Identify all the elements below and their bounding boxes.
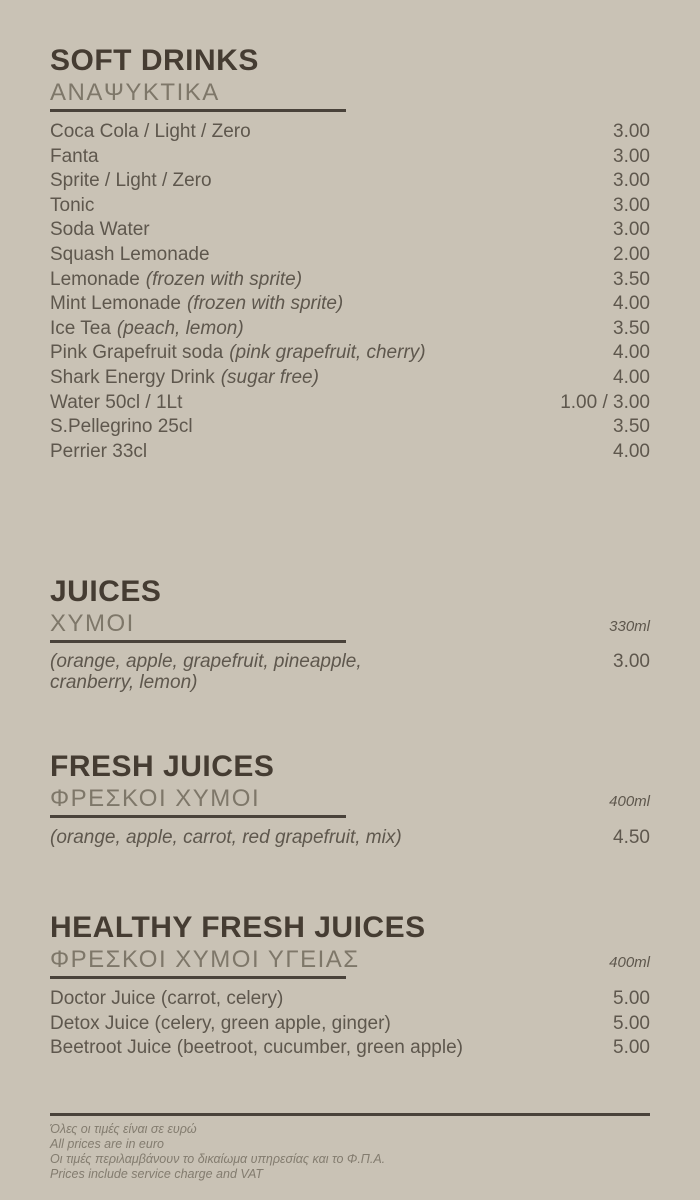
item-price: 2.00 (613, 243, 650, 265)
section-subtitle: ΦΡΕΣΚΟΙ ΧΥΜΟΙ ΥΓΕΙΑΣ (50, 945, 360, 973)
menu-item-row (50, 268, 650, 293)
item-name: Mint Lemonade (50, 293, 181, 315)
footer-note-line: Prices include service charge and VAT (50, 1167, 264, 1181)
menu-item-row (50, 440, 650, 465)
menu-item-row (50, 341, 650, 366)
menu-item-row (50, 987, 650, 1012)
menu-item-row (50, 292, 650, 317)
item-name: Fanta (50, 145, 99, 167)
item-name: Lemonade (50, 268, 140, 290)
section-divider (50, 976, 346, 979)
menu-items (50, 651, 650, 693)
item-note: (pink grapefruit, cherry) (229, 342, 426, 364)
section-size-label: 400ml (609, 793, 650, 811)
item-price: 4.00 (613, 440, 650, 462)
menu-items (50, 120, 650, 464)
item-name: Shark Energy Drink (50, 366, 215, 388)
menu-item-row (50, 366, 650, 391)
section-size-label: 400ml (609, 953, 650, 971)
menu-items (50, 987, 650, 1061)
menu-item-row (50, 218, 650, 243)
item-name: Squash Lemonade (50, 243, 210, 265)
item-price: 3.00 (613, 219, 650, 241)
item-name: Pink Grapefruit soda (50, 342, 224, 364)
item-price: 4.50 (613, 827, 650, 849)
item-price: 3.00 (613, 145, 650, 167)
item-price: 3.50 (613, 268, 650, 290)
item-name: Sprite / Light / Zero (50, 170, 212, 192)
footer (50, 1113, 650, 1182)
section-juices (50, 577, 650, 693)
item-price: 3.50 (613, 416, 650, 438)
menu-item-row (50, 243, 650, 268)
item-name: Soda Water (50, 219, 150, 241)
section-title: JUICES (50, 575, 162, 609)
item-name: S.Pellegrino 25cl (50, 416, 193, 438)
menu-item-row (50, 1012, 650, 1037)
item-name: Detox Juice (celery, green apple, ginger) (50, 1012, 391, 1034)
item-price: 3.00 (613, 194, 650, 216)
item-price: 3.50 (613, 317, 650, 339)
section-title: SOFT DRINKS (50, 44, 259, 77)
section-divider (50, 640, 346, 643)
item-name: Beetroot Juice (beetroot, cucumber, green apple) (50, 1037, 463, 1059)
subtitle-row (50, 611, 650, 636)
menu-item-row (50, 1036, 650, 1061)
item-price: 5.00 (613, 987, 650, 1009)
item-price: 5.00 (613, 1037, 650, 1059)
footer-note-line: All prices are in euro (50, 1137, 164, 1151)
item-price: 3.00 (613, 170, 650, 192)
menu-item-row (50, 194, 650, 219)
item-name: Doctor Juice (carrot, celery) (50, 987, 284, 1009)
item-name: Perrier 33cl (50, 440, 148, 462)
subtitle-row (50, 786, 650, 811)
item-price: 5.00 (613, 1012, 650, 1034)
footer-note-line: Οι τιμές περιλαμβάνουν το δικαίωμα υπηρεσίας και το Φ.Π.Α. (50, 1152, 386, 1166)
item-note: (orange, apple, carrot, red grapefruit, mix) (50, 827, 402, 849)
item-price: 3.00 (613, 651, 650, 673)
item-note: (peach, lemon) (116, 317, 244, 339)
subtitle-row (50, 947, 650, 972)
item-name: Coca Cola / Light / Zero (50, 121, 251, 142)
item-price: 3.00 (613, 121, 650, 142)
section-soft-drinks (50, 46, 650, 464)
item-note: (frozen with sprite) (186, 293, 344, 315)
section-size-label: 330ml (609, 618, 650, 636)
footer-note-line: Όλες οι τιμές είναι σε ευρώ (50, 1122, 197, 1136)
menu-item-row (50, 415, 650, 440)
section-divider (50, 815, 346, 818)
item-price: 4.00 (613, 342, 650, 364)
item-name: Ice Tea (50, 317, 111, 339)
menu-item-row (50, 120, 650, 145)
menu-item-row (50, 826, 650, 851)
section-title: HEALTHY FRESH JUICES (50, 910, 426, 944)
section-divider (50, 109, 346, 112)
item-price: 1.00 / 3.00 (560, 391, 650, 413)
section-subtitle: ΧΥΜΟΙ (50, 610, 135, 638)
menu-item-row (50, 169, 650, 194)
item-name: Tonic (50, 194, 95, 216)
footer-notes (50, 1122, 650, 1182)
menu-item-row (50, 145, 650, 170)
item-note: (frozen with sprite) (145, 268, 303, 290)
section-fresh-juices (50, 752, 650, 851)
item-price: 4.00 (613, 366, 650, 388)
section-title: FRESH JUICES (50, 750, 275, 784)
section-subtitle: ΦΡΕΣΚΟΙ ΧΥΜΟΙ (50, 785, 261, 813)
item-name: Water 50cl / 1Lt (50, 391, 183, 413)
section-healthy-fresh-juices (50, 910, 650, 1061)
item-note: (sugar free) (220, 366, 319, 388)
menu-item-row (50, 391, 650, 416)
section-subtitle: ΑΝΑΨΥΚΤΙΚΑ (50, 79, 220, 106)
item-price: 4.00 (613, 293, 650, 315)
menu-item-row (50, 317, 650, 342)
menu-item-row (50, 651, 650, 693)
subtitle-row (50, 80, 650, 105)
item-note: (orange, apple, grapefruit, pineapple, cranberry, lemon) (50, 651, 362, 694)
footer-divider (50, 1113, 650, 1116)
menu-items (50, 826, 650, 851)
